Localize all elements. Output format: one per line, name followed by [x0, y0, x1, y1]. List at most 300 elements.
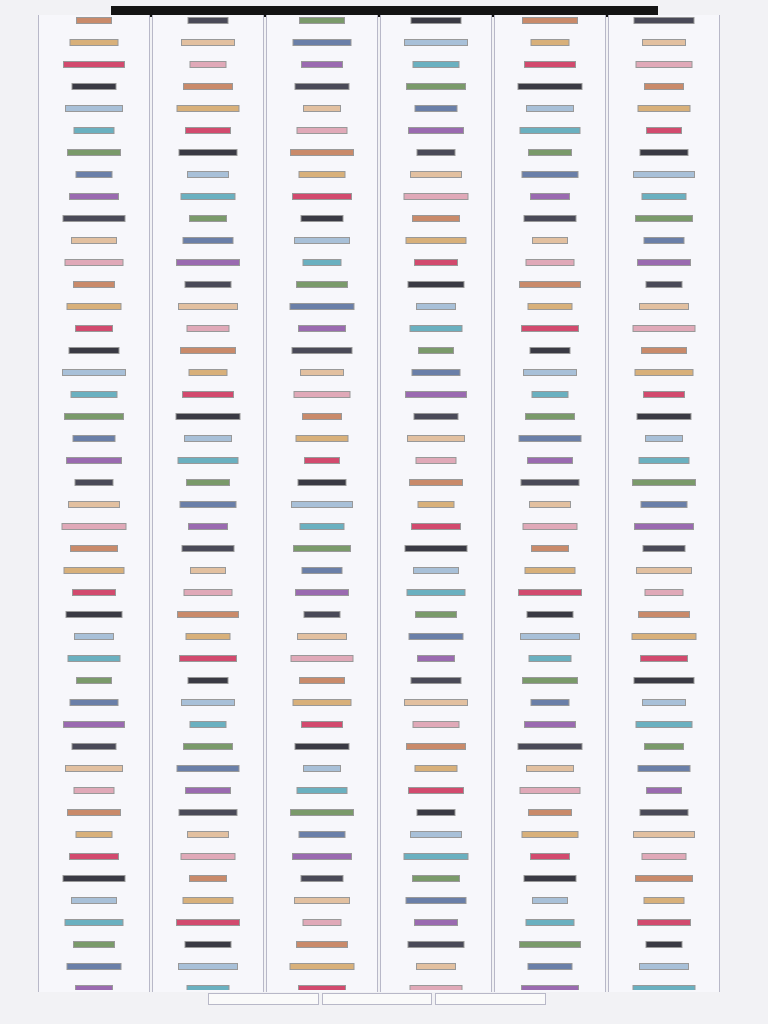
link-entry[interactable]	[269, 83, 375, 103]
link-entry[interactable]	[155, 633, 261, 653]
link-entry[interactable]	[269, 831, 375, 851]
thumbnail-image[interactable]	[75, 985, 113, 990]
link-entry[interactable]	[497, 171, 603, 191]
link-entry[interactable]	[269, 391, 375, 411]
link-entry[interactable]	[383, 897, 489, 917]
thumbnail-image[interactable]	[414, 259, 458, 266]
link-entry[interactable]	[269, 567, 375, 587]
thumbnail-image[interactable]	[188, 17, 229, 24]
thumbnail-image[interactable]	[179, 655, 237, 662]
thumbnail-image[interactable]	[518, 83, 583, 90]
thumbnail-image[interactable]	[304, 457, 340, 464]
link-entry[interactable]	[611, 589, 717, 609]
thumbnail-image[interactable]	[643, 391, 685, 398]
thumbnail-image[interactable]	[527, 457, 573, 464]
thumbnail-image[interactable]	[526, 919, 575, 926]
link-entry[interactable]	[497, 391, 603, 411]
link-entry[interactable]	[269, 919, 375, 939]
thumbnail-image[interactable]	[416, 963, 456, 970]
thumbnail-image[interactable]	[641, 501, 688, 508]
link-entry[interactable]	[155, 743, 261, 763]
thumbnail-image[interactable]	[418, 347, 454, 354]
thumbnail-image[interactable]	[521, 985, 579, 990]
thumbnail-image[interactable]	[292, 347, 353, 354]
link-entry[interactable]	[383, 237, 489, 257]
link-entry[interactable]	[497, 215, 603, 235]
link-entry[interactable]	[383, 457, 489, 477]
thumbnail-image[interactable]	[73, 941, 115, 948]
thumbnail-image[interactable]	[528, 809, 572, 816]
link-entry[interactable]	[155, 853, 261, 873]
link-entry[interactable]	[155, 919, 261, 939]
link-entry[interactable]	[383, 61, 489, 81]
thumbnail-image[interactable]	[65, 105, 123, 112]
thumbnail-image[interactable]	[176, 413, 241, 420]
link-entry[interactable]	[41, 699, 147, 719]
link-entry[interactable]	[611, 831, 717, 851]
thumbnail-image[interactable]	[74, 787, 115, 794]
link-entry[interactable]	[269, 193, 375, 213]
thumbnail-image[interactable]	[632, 479, 696, 486]
link-entry[interactable]	[497, 787, 603, 807]
link-entry[interactable]	[41, 149, 147, 169]
thumbnail-image[interactable]	[297, 127, 348, 134]
thumbnail-image[interactable]	[406, 743, 466, 750]
thumbnail-image[interactable]	[71, 237, 117, 244]
link-entry[interactable]	[383, 215, 489, 235]
footer-tab[interactable]	[435, 993, 546, 1005]
link-entry[interactable]	[497, 589, 603, 609]
link-entry[interactable]	[155, 413, 261, 433]
link-entry[interactable]	[611, 985, 717, 990]
thumbnail-image[interactable]	[69, 853, 119, 860]
link-entry[interactable]	[41, 633, 147, 653]
link-entry[interactable]	[497, 237, 603, 257]
thumbnail-image[interactable]	[190, 567, 226, 574]
link-entry[interactable]	[497, 105, 603, 125]
thumbnail-image[interactable]	[300, 523, 345, 530]
link-entry[interactable]	[41, 435, 147, 455]
link-entry[interactable]	[41, 325, 147, 345]
thumbnail-image[interactable]	[62, 523, 127, 530]
thumbnail-image[interactable]	[633, 985, 696, 990]
link-entry[interactable]	[155, 523, 261, 543]
link-entry[interactable]	[155, 831, 261, 851]
link-entry[interactable]	[269, 611, 375, 631]
thumbnail-image[interactable]	[73, 281, 115, 288]
thumbnail-image[interactable]	[644, 237, 685, 244]
thumbnail-image[interactable]	[176, 259, 240, 266]
link-entry[interactable]	[497, 149, 603, 169]
thumbnail-image[interactable]	[519, 281, 581, 288]
thumbnail-image[interactable]	[72, 589, 116, 596]
thumbnail-image[interactable]	[297, 633, 347, 640]
link-entry[interactable]	[611, 105, 717, 125]
thumbnail-image[interactable]	[523, 523, 578, 530]
thumbnail-image[interactable]	[67, 809, 121, 816]
link-entry[interactable]	[611, 127, 717, 147]
thumbnail-image[interactable]	[518, 743, 583, 750]
link-entry[interactable]	[41, 105, 147, 125]
thumbnail-image[interactable]	[644, 743, 684, 750]
link-entry[interactable]	[383, 831, 489, 851]
thumbnail-image[interactable]	[412, 369, 461, 376]
link-entry[interactable]	[497, 347, 603, 367]
thumbnail-image[interactable]	[525, 413, 575, 420]
link-entry[interactable]	[269, 347, 375, 367]
thumbnail-image[interactable]	[646, 787, 682, 794]
thumbnail-image[interactable]	[521, 479, 580, 486]
thumbnail-image[interactable]	[184, 435, 232, 442]
link-entry[interactable]	[383, 941, 489, 961]
thumbnail-image[interactable]	[405, 391, 467, 398]
thumbnail-image[interactable]	[76, 17, 112, 24]
thumbnail-image[interactable]	[638, 611, 690, 618]
link-entry[interactable]	[269, 479, 375, 499]
link-entry[interactable]	[155, 721, 261, 741]
link-entry[interactable]	[269, 413, 375, 433]
thumbnail-image[interactable]	[414, 413, 459, 420]
thumbnail-image[interactable]	[179, 809, 238, 816]
link-entry[interactable]	[155, 193, 261, 213]
thumbnail-image[interactable]	[404, 853, 469, 860]
link-entry[interactable]	[611, 765, 717, 785]
thumbnail-image[interactable]	[304, 611, 341, 618]
link-entry[interactable]	[497, 457, 603, 477]
link-entry[interactable]	[41, 259, 147, 279]
thumbnail-image[interactable]	[298, 985, 346, 990]
link-entry[interactable]	[383, 853, 489, 873]
thumbnail-image[interactable]	[75, 479, 114, 486]
link-entry[interactable]	[497, 435, 603, 455]
thumbnail-image[interactable]	[415, 765, 458, 772]
thumbnail-image[interactable]	[418, 501, 455, 508]
thumbnail-image[interactable]	[301, 875, 344, 882]
thumbnail-image[interactable]	[292, 853, 352, 860]
thumbnail-image[interactable]	[638, 765, 691, 772]
link-entry[interactable]	[497, 523, 603, 543]
thumbnail-image[interactable]	[638, 105, 691, 112]
thumbnail-image[interactable]	[75, 325, 113, 332]
link-entry[interactable]	[497, 853, 603, 873]
thumbnail-image[interactable]	[636, 721, 693, 728]
link-entry[interactable]	[497, 369, 603, 389]
thumbnail-image[interactable]	[645, 589, 684, 596]
link-entry[interactable]	[611, 281, 717, 301]
link-entry[interactable]	[497, 831, 603, 851]
link-entry[interactable]	[155, 545, 261, 565]
link-entry[interactable]	[41, 61, 147, 81]
link-entry[interactable]	[155, 677, 261, 697]
thumbnail-image[interactable]	[412, 215, 460, 222]
link-entry[interactable]	[155, 457, 261, 477]
thumbnail-image[interactable]	[70, 699, 119, 706]
thumbnail-image[interactable]	[520, 633, 580, 640]
link-entry[interactable]	[269, 325, 375, 345]
thumbnail-image[interactable]	[185, 281, 232, 288]
link-entry[interactable]	[497, 633, 603, 653]
link-entry[interactable]	[155, 347, 261, 367]
link-entry[interactable]	[383, 743, 489, 763]
link-entry[interactable]	[269, 875, 375, 895]
thumbnail-image[interactable]	[641, 347, 687, 354]
thumbnail-image[interactable]	[301, 215, 344, 222]
thumbnail-image[interactable]	[411, 523, 461, 530]
thumbnail-image[interactable]	[415, 105, 458, 112]
thumbnail-image[interactable]	[190, 721, 227, 728]
link-entry[interactable]	[383, 347, 489, 367]
thumbnail-image[interactable]	[293, 39, 352, 46]
thumbnail-image[interactable]	[642, 39, 686, 46]
link-entry[interactable]	[611, 237, 717, 257]
link-entry[interactable]	[497, 325, 603, 345]
thumbnail-image[interactable]	[67, 303, 122, 310]
link-entry[interactable]	[497, 765, 603, 785]
link-entry[interactable]	[611, 897, 717, 917]
thumbnail-image[interactable]	[523, 369, 577, 376]
link-entry[interactable]	[611, 875, 717, 895]
link-entry[interactable]	[269, 281, 375, 301]
link-entry[interactable]	[497, 699, 603, 719]
thumbnail-image[interactable]	[181, 699, 235, 706]
thumbnail-image[interactable]	[70, 39, 119, 46]
link-entry[interactable]	[155, 655, 261, 675]
link-entry[interactable]	[383, 985, 489, 990]
link-entry[interactable]	[269, 963, 375, 983]
thumbnail-image[interactable]	[64, 413, 124, 420]
thumbnail-image[interactable]	[529, 655, 572, 662]
link-entry[interactable]	[41, 985, 147, 990]
thumbnail-image[interactable]	[634, 523, 694, 530]
thumbnail-image[interactable]	[176, 919, 240, 926]
link-entry[interactable]	[497, 567, 603, 587]
link-entry[interactable]	[383, 369, 489, 389]
link-entry[interactable]	[611, 61, 717, 81]
thumbnail-image[interactable]	[66, 611, 123, 618]
link-entry[interactable]	[383, 83, 489, 103]
link-entry[interactable]	[383, 259, 489, 279]
link-entry[interactable]	[611, 325, 717, 345]
link-entry[interactable]	[383, 765, 489, 785]
thumbnail-image[interactable]	[532, 897, 568, 904]
thumbnail-image[interactable]	[644, 83, 684, 90]
link-entry[interactable]	[497, 303, 603, 323]
link-entry[interactable]	[611, 391, 717, 411]
link-entry[interactable]	[155, 897, 261, 917]
thumbnail-image[interactable]	[187, 831, 229, 838]
link-entry[interactable]	[269, 259, 375, 279]
link-entry[interactable]	[611, 39, 717, 59]
thumbnail-image[interactable]	[63, 721, 125, 728]
thumbnail-image[interactable]	[640, 655, 688, 662]
link-entry[interactable]	[611, 567, 717, 587]
thumbnail-image[interactable]	[185, 787, 231, 794]
thumbnail-image[interactable]	[404, 39, 468, 46]
thumbnail-image[interactable]	[642, 853, 687, 860]
link-entry[interactable]	[155, 171, 261, 191]
thumbnail-image[interactable]	[63, 215, 126, 222]
thumbnail-image[interactable]	[303, 259, 342, 266]
thumbnail-image[interactable]	[528, 303, 573, 310]
link-entry[interactable]	[269, 765, 375, 785]
thumbnail-image[interactable]	[64, 567, 125, 574]
thumbnail-image[interactable]	[299, 831, 346, 838]
thumbnail-image[interactable]	[185, 127, 231, 134]
link-entry[interactable]	[155, 567, 261, 587]
thumbnail-image[interactable]	[296, 435, 349, 442]
link-entry[interactable]	[611, 941, 717, 961]
thumbnail-image[interactable]	[299, 171, 346, 178]
footer-tab[interactable]	[208, 993, 319, 1005]
thumbnail-image[interactable]	[633, 831, 695, 838]
thumbnail-image[interactable]	[634, 677, 695, 684]
thumbnail-image[interactable]	[303, 919, 342, 926]
thumbnail-image[interactable]	[180, 501, 237, 508]
thumbnail-image[interactable]	[417, 655, 455, 662]
thumbnail-image[interactable]	[524, 721, 576, 728]
thumbnail-image[interactable]	[417, 149, 456, 156]
link-entry[interactable]	[383, 523, 489, 543]
thumbnail-image[interactable]	[640, 809, 689, 816]
thumbnail-image[interactable]	[296, 281, 348, 288]
link-entry[interactable]	[497, 545, 603, 565]
link-entry[interactable]	[269, 215, 375, 235]
link-entry[interactable]	[497, 809, 603, 829]
thumbnail-image[interactable]	[411, 17, 462, 24]
thumbnail-image[interactable]	[182, 391, 234, 398]
link-entry[interactable]	[41, 787, 147, 807]
thumbnail-image[interactable]	[407, 435, 465, 442]
link-entry[interactable]	[269, 545, 375, 565]
thumbnail-image[interactable]	[416, 303, 456, 310]
link-entry[interactable]	[41, 655, 147, 675]
thumbnail-image[interactable]	[66, 457, 122, 464]
thumbnail-image[interactable]	[177, 765, 240, 772]
thumbnail-image[interactable]	[74, 633, 114, 640]
thumbnail-image[interactable]	[302, 413, 342, 420]
thumbnail-image[interactable]	[415, 611, 457, 618]
link-entry[interactable]	[155, 17, 261, 37]
thumbnail-image[interactable]	[525, 567, 576, 574]
link-entry[interactable]	[383, 655, 489, 675]
thumbnail-image[interactable]	[409, 633, 464, 640]
thumbnail-image[interactable]	[528, 149, 572, 156]
link-entry[interactable]	[497, 919, 603, 939]
link-entry[interactable]	[497, 721, 603, 741]
link-entry[interactable]	[155, 963, 261, 983]
thumbnail-image[interactable]	[639, 303, 689, 310]
thumbnail-image[interactable]	[407, 589, 466, 596]
link-entry[interactable]	[497, 61, 603, 81]
link-entry[interactable]	[497, 677, 603, 697]
link-entry[interactable]	[383, 787, 489, 807]
link-entry[interactable]	[155, 303, 261, 323]
link-entry[interactable]	[383, 391, 489, 411]
link-entry[interactable]	[41, 523, 147, 543]
link-entry[interactable]	[41, 809, 147, 829]
thumbnail-image[interactable]	[413, 61, 460, 68]
link-entry[interactable]	[611, 699, 717, 719]
link-entry[interactable]	[383, 589, 489, 609]
link-entry[interactable]	[155, 259, 261, 279]
thumbnail-image[interactable]	[414, 919, 458, 926]
link-entry[interactable]	[383, 39, 489, 59]
thumbnail-image[interactable]	[404, 699, 468, 706]
link-entry[interactable]	[497, 127, 603, 147]
thumbnail-image[interactable]	[69, 347, 120, 354]
link-entry[interactable]	[41, 369, 147, 389]
link-entry[interactable]	[383, 325, 489, 345]
thumbnail-image[interactable]	[292, 193, 352, 200]
thumbnail-image[interactable]	[413, 721, 460, 728]
thumbnail-image[interactable]	[301, 61, 343, 68]
link-entry[interactable]	[41, 479, 147, 499]
thumbnail-image[interactable]	[189, 215, 227, 222]
thumbnail-image[interactable]	[301, 721, 343, 728]
link-entry[interactable]	[269, 655, 375, 675]
link-entry[interactable]	[611, 149, 717, 169]
link-entry[interactable]	[383, 105, 489, 125]
link-entry[interactable]	[497, 193, 603, 213]
link-entry[interactable]	[155, 281, 261, 301]
link-entry[interactable]	[611, 853, 717, 873]
link-entry[interactable]	[155, 479, 261, 499]
link-entry[interactable]	[269, 237, 375, 257]
thumbnail-image[interactable]	[528, 963, 573, 970]
thumbnail-image[interactable]	[65, 259, 124, 266]
thumbnail-image[interactable]	[302, 567, 343, 574]
thumbnail-image[interactable]	[189, 875, 227, 882]
link-entry[interactable]	[269, 699, 375, 719]
thumbnail-image[interactable]	[62, 369, 126, 376]
link-entry[interactable]	[41, 765, 147, 785]
thumbnail-image[interactable]	[532, 391, 569, 398]
link-entry[interactable]	[41, 171, 147, 191]
thumbnail-image[interactable]	[67, 963, 122, 970]
link-entry[interactable]	[41, 677, 147, 697]
link-entry[interactable]	[41, 567, 147, 587]
link-entry[interactable]	[611, 303, 717, 323]
thumbnail-image[interactable]	[290, 149, 354, 156]
link-entry[interactable]	[611, 479, 717, 499]
thumbnail-image[interactable]	[406, 83, 466, 90]
thumbnail-image[interactable]	[76, 677, 112, 684]
link-entry[interactable]	[611, 193, 717, 213]
link-entry[interactable]	[497, 413, 603, 433]
link-entry[interactable]	[383, 875, 489, 895]
thumbnail-image[interactable]	[635, 875, 693, 882]
link-entry[interactable]	[611, 435, 717, 455]
thumbnail-image[interactable]	[406, 897, 467, 904]
thumbnail-image[interactable]	[531, 699, 570, 706]
thumbnail-image[interactable]	[529, 501, 571, 508]
thumbnail-image[interactable]	[296, 941, 348, 948]
thumbnail-image[interactable]	[642, 699, 686, 706]
thumbnail-image[interactable]	[530, 193, 570, 200]
thumbnail-image[interactable]	[190, 61, 227, 68]
link-entry[interactable]	[383, 809, 489, 829]
link-entry[interactable]	[497, 17, 603, 37]
link-entry[interactable]	[41, 831, 147, 851]
link-entry[interactable]	[383, 633, 489, 653]
link-entry[interactable]	[155, 699, 261, 719]
thumbnail-image[interactable]	[646, 941, 683, 948]
link-entry[interactable]	[155, 875, 261, 895]
link-entry[interactable]	[269, 523, 375, 543]
link-entry[interactable]	[383, 501, 489, 521]
link-entry[interactable]	[611, 523, 717, 543]
link-entry[interactable]	[269, 171, 375, 191]
